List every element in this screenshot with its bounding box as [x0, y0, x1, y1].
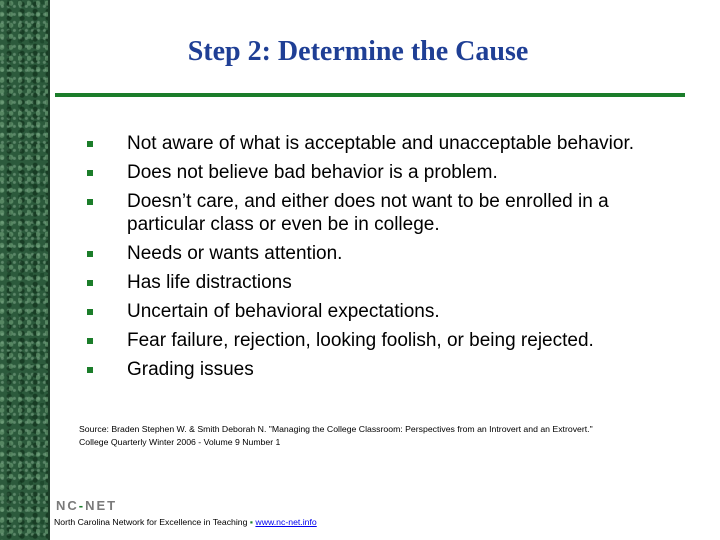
bullet-text: Not aware of what is acceptable and unacceptable behavior. — [127, 133, 634, 154]
bullet-text: Does not believe bad behavior is a problem. — [127, 162, 498, 183]
square-bullet-icon — [87, 280, 93, 286]
square-bullet-icon — [87, 367, 93, 373]
bullet-text: Doesn’t care, and either does not want to be enrolled in a — [127, 191, 609, 212]
square-bullet-icon — [87, 170, 93, 176]
bullet-item — [84, 297, 684, 326]
bullet-text: Fear failure, rejection, looking foolish, or being rejected. — [127, 330, 594, 351]
bullet-item — [84, 268, 684, 297]
bullet-item — [84, 239, 684, 268]
slide-title: Step 2: Determine the Cause — [187, 36, 529, 67]
bullet-text: Grading issues — [127, 359, 254, 380]
bullet-text-continuation: particular class or even be in college. — [127, 214, 440, 235]
square-bullet-icon — [87, 199, 93, 205]
source-line-1: Source: Braden Stephen W. & Smith Deborah N. "Managing the College Classroom: Perspectives from an Introvert and an Extrovert." — [79, 424, 593, 434]
footer-website-link[interactable]: www.nc-net.info — [255, 517, 317, 527]
sidebar-edge — [48, 0, 50, 540]
logo-dash: - — [78, 498, 86, 513]
bullet-list — [84, 129, 684, 384]
source-line-2: College Quarterly Winter 2006 - Volume 9 Number 1 — [79, 437, 281, 447]
bullet-text: Has life distractions — [127, 272, 292, 293]
bullet-text: Uncertain of behavioral expectations. — [127, 301, 440, 322]
bullet-text: Needs or wants attention. — [127, 243, 343, 264]
source-citation — [79, 423, 689, 449]
bullet-item — [84, 158, 684, 187]
title-divider — [55, 93, 685, 97]
square-bullet-icon — [87, 338, 93, 344]
bullet-item — [84, 326, 684, 355]
nc-net-logo — [56, 498, 117, 513]
footer — [54, 517, 317, 527]
decorative-sidebar — [0, 0, 48, 540]
bullet-item — [84, 187, 684, 239]
bullet-item — [84, 355, 684, 384]
bullet-item — [84, 129, 684, 158]
square-bullet-icon — [87, 251, 93, 257]
footer-separator: ▪ — [249, 517, 253, 527]
square-bullet-icon — [87, 141, 93, 147]
logo-part-1: NC — [56, 498, 79, 513]
square-bullet-icon — [87, 309, 93, 315]
logo-part-2: NET — [85, 498, 118, 513]
footer-org: North Carolina Network for Excellence in Teaching — [54, 517, 248, 527]
